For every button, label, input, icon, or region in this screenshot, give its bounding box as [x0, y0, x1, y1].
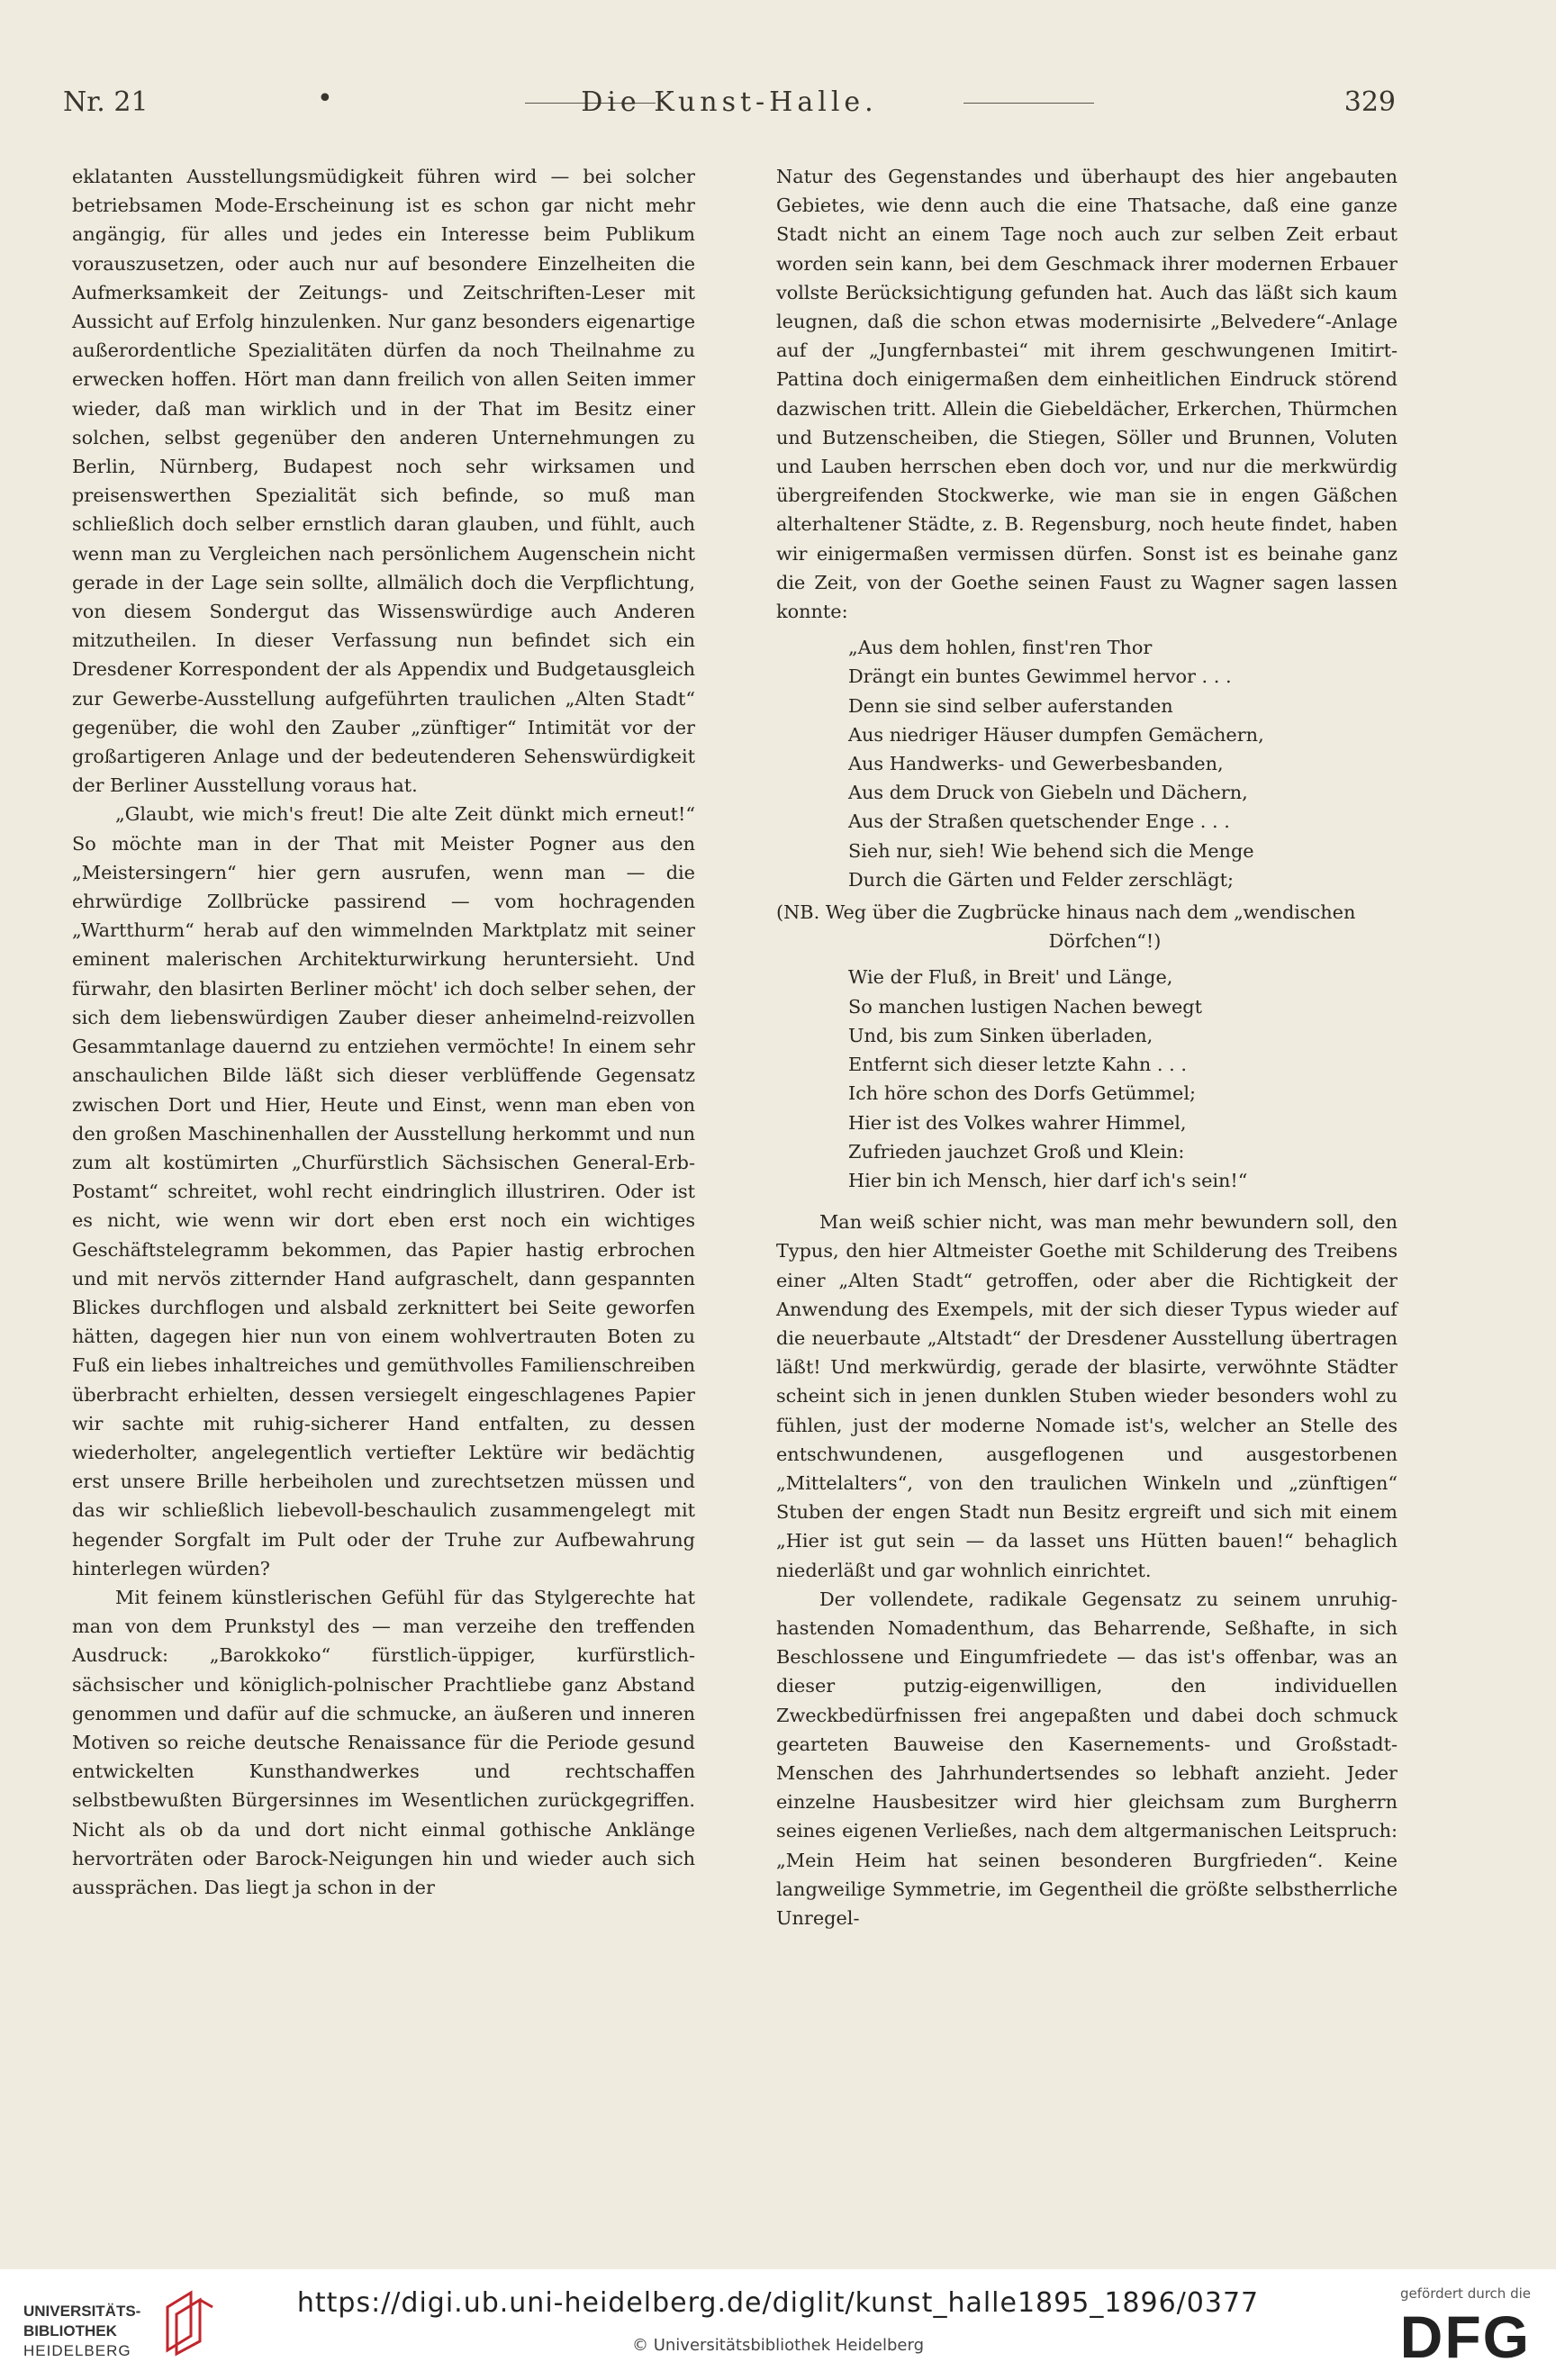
verse-line: Hier bin ich Mensch, hier darf ich's sein!“ [848, 1169, 1248, 1191]
verse-line: Aus niedriger Häuser dumpfen Gemächern, [848, 723, 1264, 746]
running-header [63, 79, 1396, 124]
verse-line: Entfernt sich dieser letzte Kahn . . . [848, 1054, 1187, 1076]
verse-line: „Aus dem hohlen, finst'ren Thor [848, 637, 1153, 659]
verse-line: Aus Handwerks- und Gewerbesbanden, [848, 753, 1224, 775]
verse-block-2 [848, 963, 1398, 1195]
verse-line: Und, bis zum Sinken überladen, [848, 1024, 1153, 1046]
editor-note-continued: Dörfchen“!) [1048, 930, 1162, 953]
left-paragraph-1: eklatanten Ausstellungsmüdigkeit führen wird — bei solcher betriebsamen Mode-Erscheinung ist es schon gar nicht mehr angängig, für alles und jedes ein Interesse beim Publikum vorauszusetzen, oder auch nur auf besondere Einzelheiten die Aufmerksamkeit der Zeitungs- und Zeitschriften-Leser mit Aussicht auf Erfolg hinzulenken. Nur ganz besonders eigenartige außerordentliche Spezialitäten dürfen da noch Theilnahme zu erwecken hoffen. Hört man dann freilich von allen Seiten immer wieder, daß man wirklich und in der That im Besitz einer solchen, selbst gegenüber den anderen Unternehmungen zu Berlin, Nürnberg, Budapest noch sehr wirksamen und preisenswerthen Spezialität sich befinde, so muß man schließlich doch selber ernstlich daran glauben, und fühlt, auch wenn man zu Vergleichen nach persönlichem Augenschein nicht gerade in der Lage sein sollte, allmälich doch die Verpflichtung, von diesem Sondergut das Wissenswürdige auch Anderen mitzutheilen. In dieser Verfassung nun befindet sich ein Dresdener Korrespondent der als Appendix und Budgetausgleich zur Gewerbe-Ausstellung aufgeführten traulichen „Alten Stadt“ gegenüber, die wohl den Zauber „zünftiger“ Intimität vor der großartigeren Anlage und der bedeutenderen Sehenswürdigkeit der Berliner Ausstellung voraus hat. [72, 166, 695, 797]
left-column [72, 162, 695, 1902]
verse-line: Aus der Straßen quetschender Enge . . . [848, 810, 1230, 833]
dfg-logo[interactable] [1369, 2285, 1531, 2370]
library-footer [0, 2269, 1556, 2380]
verse-line: Sieh nur, sieh! Wie behend sich die Menge [848, 839, 1254, 862]
header-dot: • [317, 83, 333, 114]
verse-line: Wie der Fluß, in Breit' und Länge, [848, 966, 1173, 989]
logo-text-line-2: BIBLIOTHEK [23, 2322, 117, 2339]
verse-block-1 [848, 633, 1398, 894]
logo-text-line-1: UNIVERSITÄTS- [23, 2303, 141, 2320]
page-number: 329 [1343, 86, 1396, 118]
journal-title: Die Kunst-Halle. [581, 86, 878, 118]
verse-line: Durch die Gärten und Felder zerschlägt; [848, 868, 1234, 891]
verse-line: Drängt ein buntes Gewimmel hervor . . . [848, 665, 1232, 688]
verse-line: Aus dem Druck von Giebeln und Dächern, [848, 782, 1248, 804]
issue-number: Nr. 21 [63, 86, 149, 118]
verse-line: Hier ist des Volkes wahrer Himmel, [848, 1111, 1187, 1134]
copyright-text: © Universitätsbibliothek Heidelberg [631, 2336, 924, 2355]
dfg-funded-by: gefördert durch die [1400, 2285, 1531, 2302]
left-paragraph-2: „Glaubt, wie mich's freut! Die alte Zeit dünkt mich erneut!“ So möchte man in der That mit Meister Pogner aus den „Meistersingern“ hier gern ausrufen, wenn man — die ehrwürdige Zollbrücke passirend — vom hochragenden „Wartthurm“ herab auf den wimmelnden Marktplatz mit seiner eminent malerischen Architekturwirkung heruntersieht. Und fürwahr, den blasirten Berliner möcht' ich doch selber sehen, der sich dem liebenswürdigen Zauber dieser anheimelnd-reizvollen Gesammtanlage dauernd zu entziehen vermöchte! In einem sehr anschaulichen Bilde läßt sich dieser verblüffende Gegensatz zwischen Dort und Hier, Heute und Einst, wenn man eben von den großen Maschinenhallen der Ausstellung herkommt und nun zum alt kostümirten „Churfürstlich Sächsischen General-Erb-Postamt“ schreitet, wohl recht eindringlich illustriren. Oder ist es nicht, wie wenn wir dort eben erst noch ein wichtiges Geschäftstelegramm bekommen, das Papier hastig erbrochen und mit nervös zitternder Hand aufgraschelt, dann gespannten Blickes durchflogen und alsbald zerknittert bei Seite geworfen hätten, dagegen hier nun von einem wohlvertrauten Boten zu Fuß ein liebes inhaltreiches und gemüthvolles Familienschreiben überbracht erhielten, dessen versiegelt eingeschlagenes Papier wir sachte mit ruhig-sicherer Hand entfalten, zu dessen wiederholter, angelegentlich vertiefter Lektüre wir bedächtig erst unsere Brille herbeiholen und zurechtsetzen müssen und das wir schließlich liebevoll-beschaulich zusammengelegt mit hegender Sorgfalt im Pult oder der Truhe zur Aufbewahrung hinterlegen würden? [72, 803, 695, 1579]
dfg-wordmark: DFG [1399, 2303, 1531, 2370]
right-paragraph-2: Man weiß schier nicht, was man mehr bewundern soll, den Typus, den hier Altmeister Goethe mit Schilderung des Treibens einer „Alten Stadt“ getroffen, oder aber die Richtigkeit der Anwendung des Exempels, mit der sich dieser Typus wieder auf die neuerbaute „Altstadt“ der Dresdener Ausstellung übertragen läßt! Und merkwürdig, gerade der blasirte, verwöhnte Städter scheint sich in jenen dunklen Stuben wieder besonders wohl zu fühlen, just der moderne Nomade ist's, welcher an Stelle des entschwundenen, ausgeflogenen und ausgestorbenen „Mittelalters“, von den traulichen Winkeln und „zünftigen“ Stuben der engen Stadt nun Besitz ergreift und sich mit einem „Hier ist gut sein — da lasset uns Hütten bauen!“ behaglich niederläßt und gar wohnlich einrichtet. [776, 1211, 1398, 1581]
editor-note: (NB. Weg über die Zugbrücke hinaus nach dem „wendischen [776, 901, 1356, 924]
header-rule-right [963, 103, 1094, 104]
left-paragraph-3: Mit feinem künstlerischen Gefühl für das Stylgerechte hat man von dem Prunkstyl des — man verzeihe den treffenden Ausdruck: „Barokkoko“ fürstlich-üppiger, kurfürstlich-sächsischer und königlich-polnischer Prachtliebe ganz Abstand genommen und dafür auf die schmucke, an äußeren und inneren Motiven so reiche deutsche Renaissance für die Periode gesund entwickelten Kunsthandwerkes und rechtschaffen selbstbewußten Bürgersinnes im Wesentlichen zurückgegriffen. Nicht als ob da und dort nicht einmal gothische Anklänge hervorträten oder Barock-Neigungen hin und wieder auch sich aussprächen. Das liegt ja schon in der [72, 1586, 695, 1898]
right-column [776, 162, 1398, 1932]
right-paragraph-3: Der vollendete, radikale Gegensatz zu seinem unruhig-hastenden Nomadenthum, das Beharrende, Seßhafte, in sich Beschlossene und Eingumfriedete — das ist's offenbar, was an dieser putzig-eigenwilligen, den individuellen Zweckbedürfnissen frei angepaßten und dabei doch schmuck gearteten Bauweise den Kasernements- und Großstadt-Menschen des Jahrhundertsendes so lebhaft anzieht. Jeder einzelne Hausbesitzer wird hier gleichsam zum Burgherrn seines eigenen Verließes, nach dem altgermanischen Leitspruch: „Mein Heim hat seinen besonderen Burgfrieden“. Keine langweilige Symmetrie, im Gegentheil die größte selbstherrliche Unregel- [776, 1588, 1398, 1929]
permalink-url[interactable]: https://digi.ub.uni-heidelberg.de/diglit/kunst_halle1895_1896/0377 [296, 2287, 1260, 2319]
verse-line: Ich höre schon des Dorfs Getümmel; [848, 1082, 1196, 1105]
right-paragraph-intro: Natur des Gegenstandes und überhaupt des hier angebauten Gebietes, wie denn auch die eine Thatsache, daß eine ganze Stadt nicht an einem Tage noch auch zur selben Zeit erbaut worden sein kann, bei dem Geschmack ihrer modernen Erbauer vollste Berücksichtigung gefunden hat. Auch das läßt sich kaum leugnen, daß die schon etwas modernisirte „Belvedere“-Anlage auf der „Jungfernbastei“ mit ihrem geschwungenen Imitirt-Pattina doch einigermaßen dem einheitlichen Eindruck störend dazwischen tritt. Allein die Giebeldächer, Erkerchen, Thürmchen und Butzenscheiben, die Stiegen, Söller und Brunnen, Voluten und Lauben herrschen eben doch vor, und nur die merkwürdig übergreifenden Stockwerke, wie man sie in engen Gäßchen alterhaltener Städte, z. B. Regensburg, noch heute findet, haben wir einigermaßen vermissen dürfen. Sonst ist es beinahe ganz die Zeit, von der Goethe seinen Faust zu Wagner sagen lassen konnte: [776, 166, 1398, 623]
logo-text-line-3: HEIDELBERG [23, 2342, 131, 2359]
verse-line: Denn sie sind selber auferstanden [848, 694, 1173, 717]
verse-line: So manchen lustigen Nachen bewegt [848, 995, 1202, 1018]
verse-line: Zufrieden jauchzet Groß und Klein: [848, 1140, 1185, 1163]
